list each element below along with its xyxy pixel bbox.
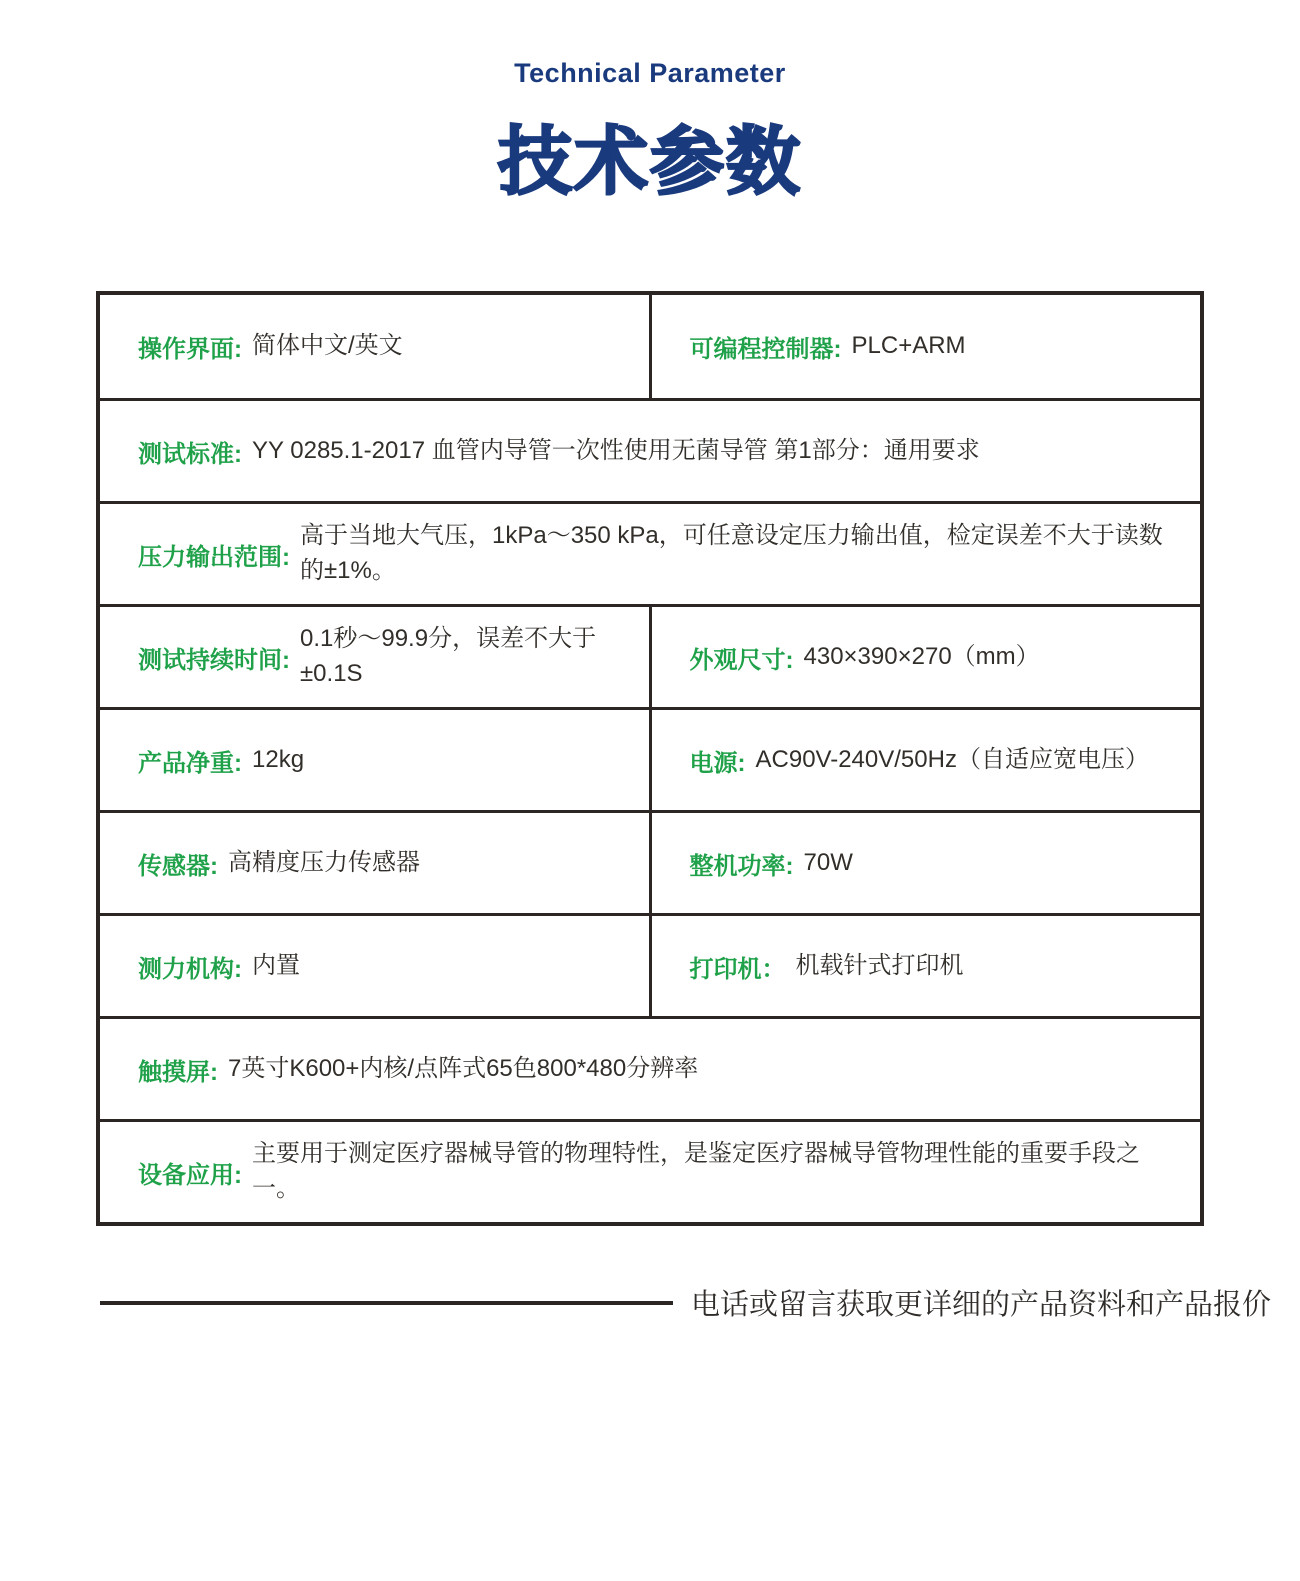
spec-value: 430×390×270（mm）: [803, 642, 1040, 670]
spec-label: 操作界面:: [138, 336, 242, 363]
divider-line: [100, 1301, 673, 1305]
spec-label: 整机功率:: [689, 852, 794, 880]
spec-value: 0.1秒～99.9分，误差不大于±0.1S: [300, 625, 597, 687]
spec-value: 主要用于测定医疗器械导管的物理特性，是鉴定医疗器械导管物理性能的重要手段之一。: [252, 1140, 1140, 1202]
spec-label: 产品净重:: [138, 749, 242, 777]
spec-value: AC90V-240V/50Hz（自适应宽电压）: [755, 745, 1149, 773]
spec-value: 高精度压力传感器: [228, 848, 420, 876]
spec-value: 高于当地大气压，1kPa～350 kPa，可任意设定压力输出值，检定误差不大于读数的±1%。: [300, 522, 1163, 584]
subtitle-en: Technical Parameter: [514, 58, 786, 88]
spec-cell-test-duration: [100, 607, 649, 707]
spec-label: 传感器:: [138, 852, 218, 880]
spec-label: 测力机构:: [138, 955, 242, 983]
table-row: [100, 1119, 1200, 1222]
spec-label: 可编程控制器:: [689, 336, 842, 363]
spec-label: 打印机：: [689, 955, 786, 983]
spec-cell-net-weight: [100, 710, 649, 810]
spec-label: 电源:: [689, 749, 746, 777]
spec-cell-dimensions: [649, 607, 1201, 707]
spec-label: 测试标准:: [138, 440, 242, 468]
spec-label: 触摸屏:: [138, 1058, 218, 1086]
table-row: [100, 1016, 1200, 1119]
spec-value: 简体中文/英文: [252, 332, 403, 360]
header: [0, 0, 1300, 209]
spec-cell-touchscreen: [100, 1019, 1200, 1119]
spec-cell-total-power: [649, 813, 1201, 913]
table-row: [100, 707, 1200, 810]
spec-label: 外观尺寸:: [689, 646, 794, 674]
spec-value: PLC+ARM: [851, 332, 966, 360]
table-row: [100, 604, 1200, 707]
table-row: [100, 398, 1200, 501]
table-row: [100, 810, 1200, 913]
spec-table: [96, 291, 1204, 1226]
spec-cell-plc-controller: [649, 295, 1201, 398]
spec-value: YY 0285.1-2017 血管内导管一次性使用无菌导管 第1部分：通用要求: [252, 436, 980, 464]
spec-value: 内置: [252, 951, 300, 979]
spec-value: 12kg: [252, 745, 305, 773]
table-row: [100, 501, 1200, 604]
spec-label: 压力输出范围:: [138, 543, 290, 571]
spec-cell-printer: [649, 916, 1201, 1016]
spec-cell-power-supply: [649, 710, 1201, 810]
spec-cell-sensor: [100, 813, 649, 913]
spec-cell-pressure-output-range: [100, 504, 1200, 604]
spec-value: 7英寸K600+内核/点阵式65色800*480分辨率: [228, 1054, 699, 1082]
footer: [0, 1282, 1300, 1323]
spec-value: 70W: [803, 848, 853, 876]
spec-label: 测试持续时间:: [138, 646, 290, 674]
spec-cell-test-standard: [100, 401, 1200, 501]
footer-note: 电话或留言获取更详细的产品资料和产品报价: [691, 1289, 1272, 1321]
spec-cell-force-mechanism: [100, 916, 649, 1016]
spec-label: 设备应用:: [138, 1161, 242, 1189]
spec-cell-ui-language: [100, 295, 649, 398]
page-title: 技术参数: [498, 120, 802, 203]
spec-cell-application: [100, 1122, 1200, 1222]
table-row: [100, 913, 1200, 1016]
spec-value: 机载针式打印机: [795, 951, 964, 979]
table-row: [100, 295, 1200, 398]
